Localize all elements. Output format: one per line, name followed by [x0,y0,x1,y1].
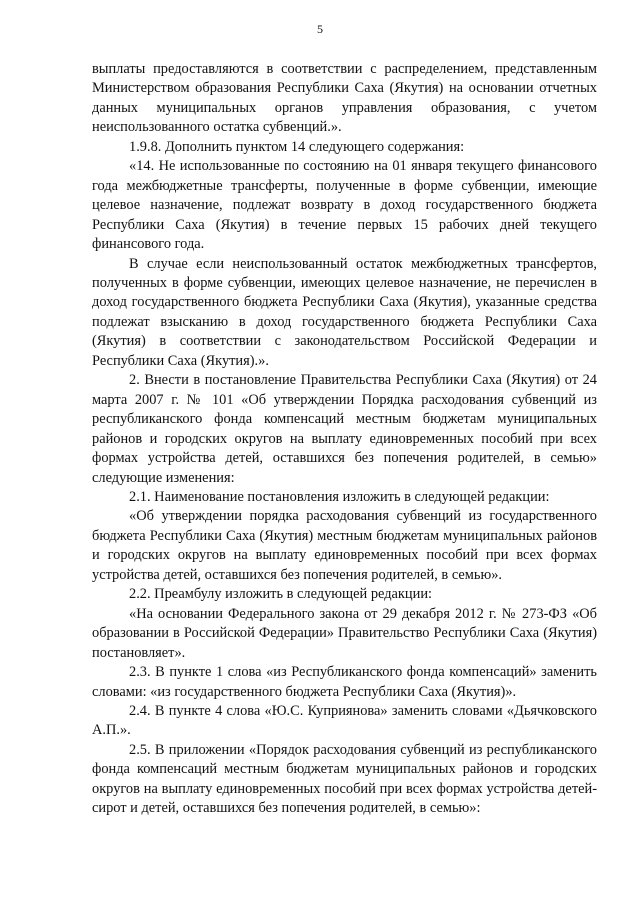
paragraph-1-9-8: 1.9.8. Дополнить пунктом 14 следующего содержания: [129,138,465,155]
paragraph-continuation: выплаты предоставляются в соответствии с распределением, представленным Министерством образования Республики Саха (Якутия) на основании отчетных данных муниципальных органов управления образования, с учетом неиспользованного остатка субвенций.». [92,61,597,136]
paragraph-2-3: 2.3. В пункте 1 слова «из Республиканского фонда компенсаций» заменить словами: «из государственного бюджета Республики Саха (Якутия)». [92,664,597,700]
paragraph-2-5: 2.5. В приложении «Порядок расходования субвенций из республиканского фонда компенсаций местным бюджетам муниципальных районов и городских округов на выплату единовременных пособий при всех формах устройства детей-сирот и детей, оставшихся без попечения родителей, в семью»: [92,741,597,817]
paragraph-2-2: 2.2. Преамбулу изложить в следующей редакции: [129,586,433,603]
paragraph-2-1: 2.1. Наименование постановления изложить в следующей редакции: [129,488,550,505]
document-body [92,60,597,819]
paragraph-2: 2. Внести в постановление Правительства Республики Саха (Якутия) от 24 марта 2007 г. № 101 «Об утверждении Порядка расходования субвенций из республиканского фонда компенсаций местным бюджетам муниципальных районов и городских округов на выплату единовременных пособий при всех формах устройства детей, оставшихся без попечения родителей, в семью» следующие изменения: [92,372,597,486]
paragraph-2-1-text: «Об утверждении порядка расходования субвенций из государственного бюджета Республики Саха (Якутия) местным бюджетам муниципальных районов и городских округов на выплату единовременных пособий при всех формах устройства детей, оставшихся без попечения родителей, в семью». [92,508,597,583]
page-number: 5 [317,22,323,36]
paragraph-2-4: 2.4. В пункте 4 слова «Ю.С. Куприянова» заменить словами «Дьячковского А.П.». [92,702,597,739]
paragraph-2-2-text: «На основании Федерального закона от 29 декабря 2012 г. № 273-ФЗ «Об образовании в Российской Федерации» Правительство Республики Саха (Якутия) постановляет». [92,605,597,661]
paragraph-clause-14: «14. Не использованные по состоянию на 01 января текущего финансового года межбюджетные трансферты, полученные в форме субвенции, имеющие целевое назначение, подлежат возврату в доход государственного бюджета Республики Саха (Якутия) в течение первых 15 рабочих дней текущего финансового года. [92,158,597,253]
paragraph-unused-balance: В случае если неиспользованный остаток межбюджетных трансфертов, полученных в форме субвенции, имеющих целевое назначение, не перечислен в доход государственного бюджета Республики Саха (Якутия), указанные средства подлежат взысканию в доход государственного бюджета Республики Саха (Якутия) в соответствии с законодательством Российской Федерации и Республики Саха (Якутия).». [92,255,597,369]
